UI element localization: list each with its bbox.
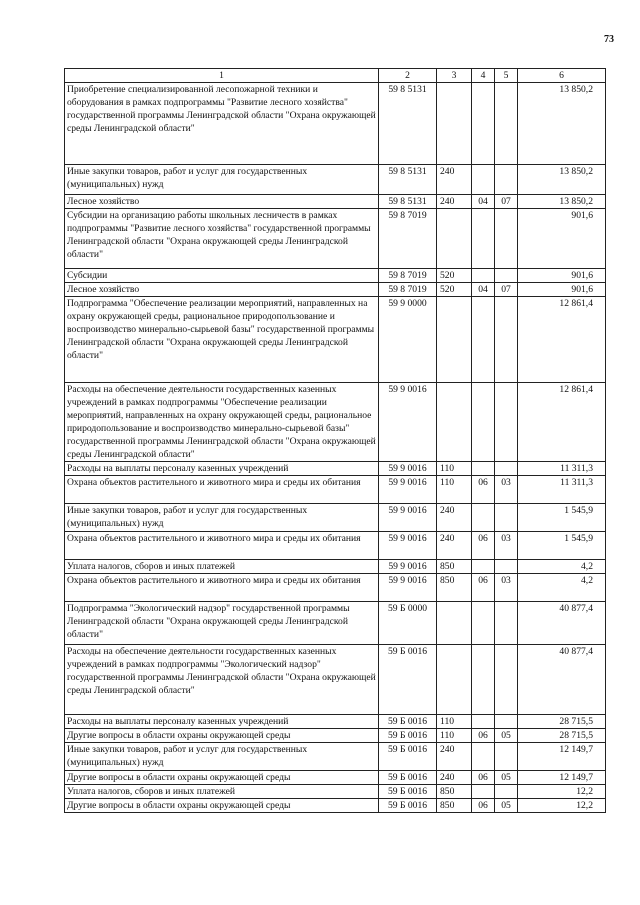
subsection-cell (495, 83, 518, 165)
subsection-cell (495, 462, 518, 476)
section-cell: 06 (472, 799, 495, 813)
section-cell (472, 602, 495, 645)
item-name-cell: Подпрограмма "Экологический надзор" государственной программы Ленинградской области "Охрана окружающей среды Ленинградской области" (65, 602, 379, 645)
table-row (65, 476, 606, 504)
expense-type-cell: 110 (437, 476, 472, 504)
section-cell (472, 715, 495, 729)
section-cell (472, 743, 495, 771)
header-cell: 2 (379, 69, 437, 83)
expense-type-cell: 520 (437, 283, 472, 297)
target-code-cell: 59 9 0000 (379, 297, 437, 383)
table-row (65, 283, 606, 297)
item-name-cell: Другие вопросы в области охраны окружающей среды (65, 729, 379, 743)
table-row (65, 297, 606, 383)
section-cell: 06 (472, 771, 495, 785)
subsection-cell (495, 269, 518, 283)
expense-type-cell: 240 (437, 532, 472, 560)
subsection-cell: 05 (495, 771, 518, 785)
subsection-cell (495, 209, 518, 269)
item-name-cell: Расходы на обеспечение деятельности государственных казенных учреждений в рамках подпрограммы "Экологический надзор" государственной программы Ленинградской области "Охрана окружающей среды Ленинградской области" (65, 645, 379, 715)
amount-cell: 40 877,4 (518, 602, 606, 645)
subsection-cell: 03 (495, 574, 518, 602)
expense-type-cell (437, 297, 472, 383)
table-row (65, 785, 606, 799)
subsection-cell: 07 (495, 195, 518, 209)
header-cell: 4 (472, 69, 495, 83)
amount-cell: 1 545,9 (518, 504, 606, 532)
section-cell (472, 209, 495, 269)
amount-cell: 11 311,3 (518, 476, 606, 504)
table-row (65, 743, 606, 771)
item-name-cell: Охрана объектов растительного и животного мира и среды их обитания (65, 574, 379, 602)
section-cell (472, 785, 495, 799)
item-name-cell: Охрана объектов растительного и животного мира и среды их обитания (65, 476, 379, 504)
expense-type-cell: 240 (437, 195, 472, 209)
subsection-cell (495, 165, 518, 195)
subsection-cell (495, 743, 518, 771)
header-cell: 3 (437, 69, 472, 83)
target-code-cell: 59 Б 0016 (379, 799, 437, 813)
table-row (65, 462, 606, 476)
item-name-cell: Охрана объектов растительного и животного мира и среды их обитания (65, 532, 379, 560)
item-name-cell: Иные закупки товаров, работ и услуг для государственных (муниципальных) нужд (65, 165, 379, 195)
table-row (65, 195, 606, 209)
target-code-cell: 59 9 0016 (379, 574, 437, 602)
table-body (65, 69, 606, 813)
subsection-cell (495, 602, 518, 645)
amount-cell: 40 877,4 (518, 645, 606, 715)
expense-type-cell: 850 (437, 574, 472, 602)
expense-type-cell: 110 (437, 715, 472, 729)
page-number: 73 (604, 34, 614, 45)
item-name-cell: Приобретение специализированной лесопожарной техники и оборудования в рамках подпрограммы "Развитие лесного хозяйства" государственной программы Ленинградской области "Охрана окружающей среды Ленинградской области" (65, 83, 379, 165)
amount-cell: 901,6 (518, 283, 606, 297)
amount-cell: 12 861,4 (518, 297, 606, 383)
target-code-cell: 59 8 7019 (379, 283, 437, 297)
table-row (65, 532, 606, 560)
target-code-cell: 59 9 0016 (379, 560, 437, 574)
amount-cell: 28 715,5 (518, 729, 606, 743)
target-code-cell: 59 8 7019 (379, 209, 437, 269)
amount-cell: 11 311,3 (518, 462, 606, 476)
section-cell: 04 (472, 283, 495, 297)
amount-cell: 1 545,9 (518, 532, 606, 560)
table-row (65, 504, 606, 532)
subsection-cell (495, 785, 518, 799)
section-cell (472, 560, 495, 574)
expense-type-cell: 240 (437, 504, 472, 532)
expense-type-cell (437, 383, 472, 462)
amount-cell: 13 850,2 (518, 165, 606, 195)
amount-cell: 4,2 (518, 574, 606, 602)
table-row (65, 602, 606, 645)
item-name-cell: Расходы на выплаты персоналу казенных учреждений (65, 462, 379, 476)
subsection-cell (495, 715, 518, 729)
expense-type-cell: 850 (437, 560, 472, 574)
section-cell (472, 383, 495, 462)
item-name-cell: Уплата налогов, сборов и иных платежей (65, 560, 379, 574)
subsection-cell: 07 (495, 283, 518, 297)
target-code-cell: 59 9 0016 (379, 532, 437, 560)
table-row (65, 715, 606, 729)
table-row (65, 799, 606, 813)
target-code-cell: 59 8 5131 (379, 83, 437, 165)
item-name-cell: Субсидии (65, 269, 379, 283)
amount-cell: 12 861,4 (518, 383, 606, 462)
table-row (65, 165, 606, 195)
subsection-cell: 05 (495, 799, 518, 813)
amount-cell: 13 850,2 (518, 195, 606, 209)
section-cell (472, 297, 495, 383)
section-cell: 06 (472, 476, 495, 504)
section-cell: 06 (472, 532, 495, 560)
table-row (65, 209, 606, 269)
subsection-cell: 03 (495, 532, 518, 560)
table-row (65, 771, 606, 785)
table-row (65, 645, 606, 715)
item-name-cell: Лесное хозяйство (65, 195, 379, 209)
amount-cell: 901,6 (518, 209, 606, 269)
table-row (65, 383, 606, 462)
subsection-cell: 05 (495, 729, 518, 743)
target-code-cell: 59 Б 0016 (379, 743, 437, 771)
subsection-cell (495, 560, 518, 574)
expense-type-cell (437, 83, 472, 165)
header-cell: 1 (65, 69, 379, 83)
section-cell: 04 (472, 195, 495, 209)
table-row (65, 560, 606, 574)
header-row (65, 69, 606, 83)
expense-type-cell: 110 (437, 462, 472, 476)
table-row (65, 574, 606, 602)
target-code-cell: 59 Б 0016 (379, 785, 437, 799)
expense-type-cell: 110 (437, 729, 472, 743)
item-name-cell: Расходы на выплаты персоналу казенных учреждений (65, 715, 379, 729)
header-cell: 5 (495, 69, 518, 83)
subsection-cell: 03 (495, 476, 518, 504)
section-cell (472, 269, 495, 283)
target-code-cell: 59 9 0016 (379, 504, 437, 532)
budget-table (64, 68, 606, 813)
expense-type-cell: 240 (437, 165, 472, 195)
target-code-cell: 59 Б 0016 (379, 645, 437, 715)
target-code-cell: 59 9 0016 (379, 383, 437, 462)
expense-type-cell: 240 (437, 771, 472, 785)
subsection-cell (495, 383, 518, 462)
subsection-cell (495, 645, 518, 715)
amount-cell: 12 149,7 (518, 771, 606, 785)
amount-cell: 12,2 (518, 785, 606, 799)
amount-cell: 28 715,5 (518, 715, 606, 729)
expense-type-cell: 850 (437, 785, 472, 799)
table-row (65, 83, 606, 165)
target-code-cell: 59 8 5131 (379, 165, 437, 195)
section-cell (472, 83, 495, 165)
item-name-cell: Уплата налогов, сборов и иных платежей (65, 785, 379, 799)
item-name-cell: Подпрограмма "Обеспечение реализации мероприятий, направленных на охрану окружающей среды, рациональное природопользование и воспроизводство минерально-сырьевой базы" государственной программы Ленинградской области "Охрана окружающей среды Ленинградской области" (65, 297, 379, 383)
item-name-cell: Иные закупки товаров, работ и услуг для государственных (муниципальных) нужд (65, 504, 379, 532)
expense-type-cell (437, 602, 472, 645)
subsection-cell (495, 297, 518, 383)
target-code-cell: 59 8 7019 (379, 269, 437, 283)
section-cell (472, 462, 495, 476)
subsection-cell (495, 504, 518, 532)
item-name-cell: Расходы на обеспечение деятельности государственных казенных учреждений в рамках подпрограммы "Обеспечение реализации мероприятий, направленных на охрану окружающей среды, рациональное природопользование и воспроизводство минерально-сырьевой базы" государственной программы Ленинградской области "Охрана окружающей среды Ленинградской области" (65, 383, 379, 462)
target-code-cell: 59 Б 0016 (379, 729, 437, 743)
header-cell: 6 (518, 69, 606, 83)
expense-type-cell (437, 645, 472, 715)
section-cell: 06 (472, 729, 495, 743)
expense-type-cell: 850 (437, 799, 472, 813)
amount-cell: 901,6 (518, 269, 606, 283)
target-code-cell: 59 Б 0016 (379, 771, 437, 785)
expense-type-cell: 520 (437, 269, 472, 283)
target-code-cell: 59 9 0016 (379, 462, 437, 476)
item-name-cell: Иные закупки товаров, работ и услуг для государственных (муниципальных) нужд (65, 743, 379, 771)
amount-cell: 12 149,7 (518, 743, 606, 771)
item-name-cell: Другие вопросы в области охраны окружающей среды (65, 799, 379, 813)
table-row (65, 729, 606, 743)
item-name-cell: Субсидии на организацию работы школьных лесничеств в рамках подпрограммы "Развитие лесного хозяйства" государственной программы Ленинградской области "Охрана окружающей среды Ленинградской области" (65, 209, 379, 269)
section-cell (472, 645, 495, 715)
item-name-cell: Другие вопросы в области охраны окружающей среды (65, 771, 379, 785)
item-name-cell: Лесное хозяйство (65, 283, 379, 297)
target-code-cell: 59 Б 0000 (379, 602, 437, 645)
amount-cell: 13 850,2 (518, 83, 606, 165)
amount-cell: 12,2 (518, 799, 606, 813)
expense-type-cell (437, 209, 472, 269)
expense-type-cell: 240 (437, 743, 472, 771)
section-cell: 06 (472, 574, 495, 602)
target-code-cell: 59 Б 0016 (379, 715, 437, 729)
table-row (65, 269, 606, 283)
section-cell (472, 504, 495, 532)
target-code-cell: 59 8 5131 (379, 195, 437, 209)
target-code-cell: 59 9 0016 (379, 476, 437, 504)
section-cell (472, 165, 495, 195)
amount-cell: 4,2 (518, 560, 606, 574)
